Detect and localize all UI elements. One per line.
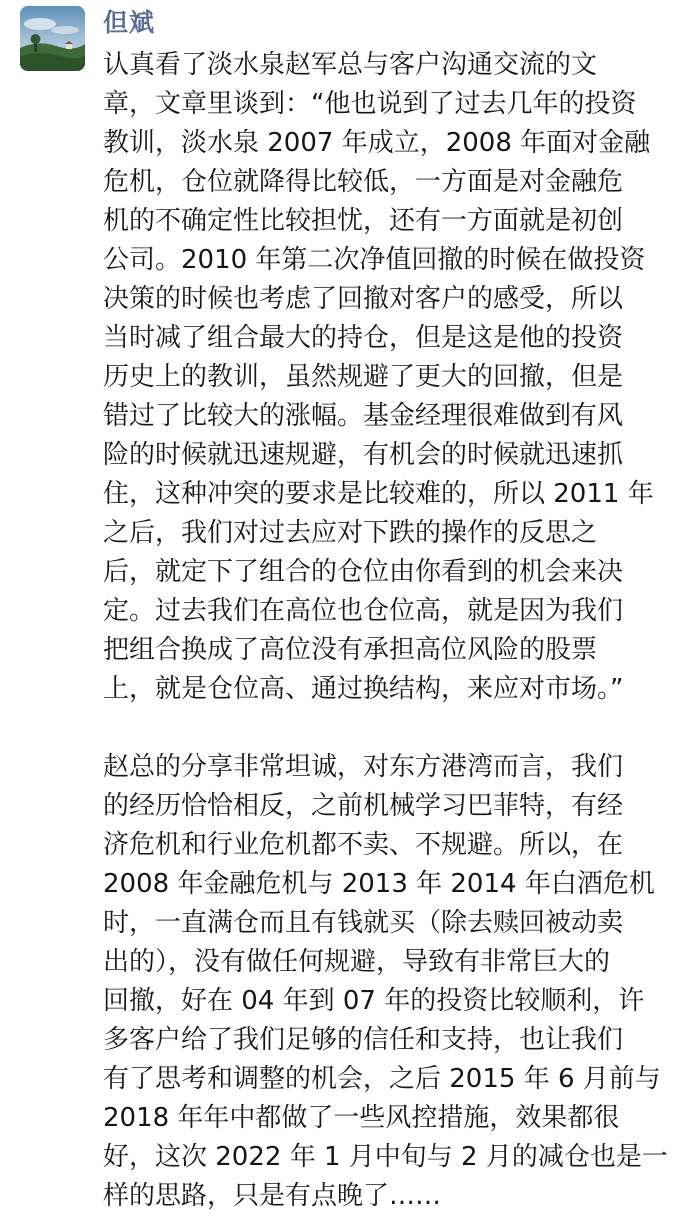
post-content [103, 46, 688, 1216]
post-paragraph: 认真看了淡水泉赵军总与客户沟通交流的文 章，文章里谈到：“他也说到了过去几年的投资 教训，淡水泉 2007 年成立，2008 年面对金融 危机，仓位就降得比较低，一方面是对金融危 机的不确定性比较担忧，还有一方面就是初创 公司。2010 年第二次净值回撤的时候在做投资 决策的时候也考虑了回撤对客户的感受，所以 当时减了组合最大的持仓，但是这是他的投资 历史上的教训，虽然规避了更大的回撤，但是 错过了比较大的涨幅。基金经理很难做到有风 险的时候就迅速规避，有机会的时候就迅速抓 住，这种冲突的要求是比较难的，所以 2011 年 之后，我们对过去应对下跌的操作的反思之 后，就定下了组合的仓位由你看到的机会来决 定。过去我们在高位也仓位高，就是因为我们 把组合换成了高位没有承担高位风险的股票 上，就是仓位高、通过换结构，来应对市场。” [103, 50, 654, 704]
avatar[interactable] [20, 6, 85, 71]
author-name[interactable]: 但斌 [103, 8, 156, 37]
landscape-avatar-icon [20, 6, 85, 71]
post-paragraph: 赵总的分享非常坦诚，对东方港湾而言，我们 的经历恰恰相反，之前机械学习巴菲特，有经 济危机和行业危机都不卖、不规避。所以，在 2008 年金融危机与 2013 年 2014 年白酒危机 时，一直满仓而且有钱就买（除去赎回被动卖 出的），没有做任何规避，导致有非常巨大的 回撤，好在 04 年到 07 年的投资比较顺利，许 多客户给了我们足够的信任和支持，也让我们 有了思考和调整的机会，之后 2015 年 6 月前与 2018 年年中都做了一些风控措施，效果都很 好，这次 2022 年 1 月中旬与 2 月的减仓也是一 样的思路，只是有点晚了…… [103, 752, 668, 1211]
